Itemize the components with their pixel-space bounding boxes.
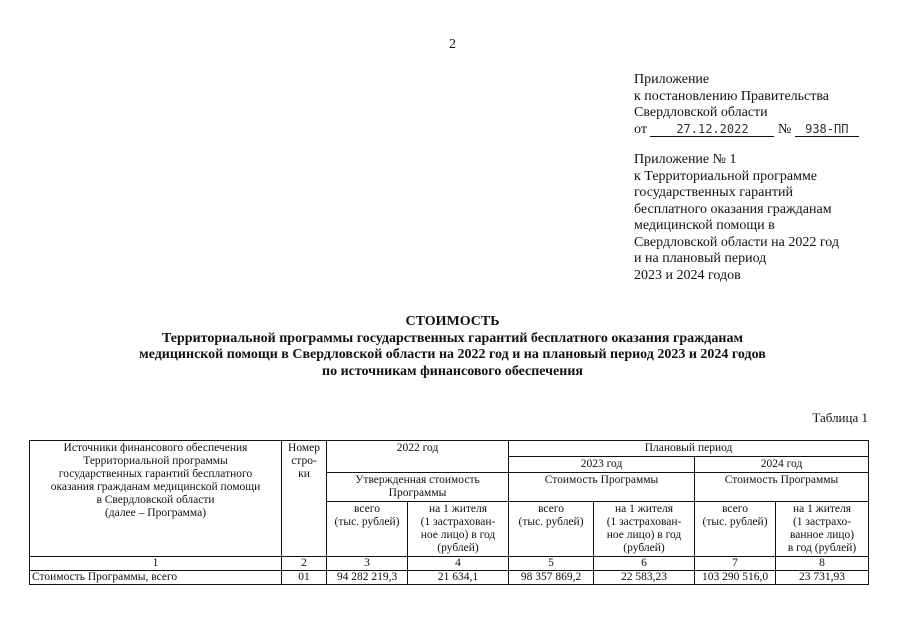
column-number: 5 — [509, 557, 594, 571]
program-cost-2023-header: Стоимость Программы — [509, 473, 695, 502]
program-cost-2024-header: Стоимость Программы — [695, 473, 869, 502]
page-number: 2 — [449, 37, 456, 52]
appendix-one-line: государственных гарантий — [634, 185, 793, 200]
col3-header: всего (тыс. рублей) — [327, 502, 408, 557]
per-capita-2023: 22 583,23 — [594, 571, 695, 585]
appendix-one-line: медицинской помощи в — [634, 218, 775, 233]
column-number: 4 — [408, 557, 509, 571]
column-number: 2 — [282, 557, 327, 571]
per-capita-2024: 23 731,93 — [776, 571, 869, 585]
title-line: медицинской помощи в Свердловской области на 2022 год и на плановый период 2023 и 2024 годов — [139, 347, 766, 362]
column-number: 7 — [695, 557, 776, 571]
appendix-one-line: и на плановый период — [634, 251, 767, 266]
col6-header: на 1 жителя (1 застрахован- ное лицо) в год (рублей) — [594, 502, 695, 557]
total-2022: 94 282 219,3 — [327, 571, 408, 585]
column-number: 3 — [327, 557, 408, 571]
appendix-one-line: Приложение № 1 — [634, 152, 737, 167]
date-value: 27.12.2022 — [650, 123, 774, 137]
number-prefix: № — [777, 121, 792, 137]
column-number: 6 — [594, 557, 695, 571]
date-prefix: от — [634, 121, 647, 137]
appendix-main-line: к постановлению Правительства — [634, 88, 830, 104]
row-number-header: Номер стро- ки — [282, 441, 327, 557]
approved-cost-header: Утвержденная стоимость Программы — [327, 473, 509, 502]
number-value: 938-ПП — [795, 123, 859, 137]
appendix-one-line: 2023 и 2024 годов — [634, 267, 741, 283]
row-name: Стоимость Программы, всего — [30, 571, 282, 585]
appendix-main-line: Приложение — [634, 72, 710, 87]
year-2024-header: 2024 год — [695, 457, 869, 473]
title-heading: СТОИМОСТЬ — [405, 314, 500, 329]
table-label: Таблица 1 — [812, 410, 868, 425]
appendix-one-line: к Территориальной программе — [634, 168, 818, 184]
appendix-one-line: бесплатного оказания гражданам — [634, 201, 832, 217]
column-number: 8 — [776, 557, 869, 571]
row-number: 01 — [282, 571, 327, 585]
year-2023-header: 2023 год — [509, 457, 695, 473]
col7-header: всего (тыс. рублей) — [695, 502, 776, 557]
title-line: Территориальной программы государственных гарантий бесплатного оказания гражданам — [162, 330, 743, 346]
table-row — [30, 571, 869, 585]
cost-table — [29, 440, 869, 585]
total-2023: 98 357 869,2 — [509, 571, 594, 585]
year-2022-header: 2022 год — [327, 441, 509, 473]
per-capita-2022: 21 634,1 — [408, 571, 509, 585]
planned-period-header: Плановый период — [509, 441, 869, 457]
title-line: по источникам финансового обеспечения — [322, 363, 583, 379]
col5-header: всего (тыс. рублей) — [509, 502, 594, 557]
source-header: Источники финансового обеспечения Территориальной программы государственных гарантий бесплатного оказания гражданам медицинской помощи в Свердловской области (далее – Программа) — [30, 441, 282, 557]
document-title — [0, 314, 905, 380]
total-2024: 103 290 516,0 — [695, 571, 776, 585]
column-number-row — [30, 557, 869, 571]
appendix-date-line — [634, 122, 859, 139]
col4-header: на 1 жителя (1 застрахован- ное лицо) в год (рублей) — [408, 502, 509, 557]
column-number: 1 — [30, 557, 282, 571]
appendix-main — [634, 72, 859, 138]
appendix-one-line: Свердловской области на 2022 год — [634, 234, 839, 250]
col8-header: на 1 жителя (1 застрахо- ванное лицо) в год (рублей) — [776, 502, 869, 557]
appendix-one — [634, 152, 839, 284]
appendix-main-line: Свердловской области — [634, 105, 768, 120]
